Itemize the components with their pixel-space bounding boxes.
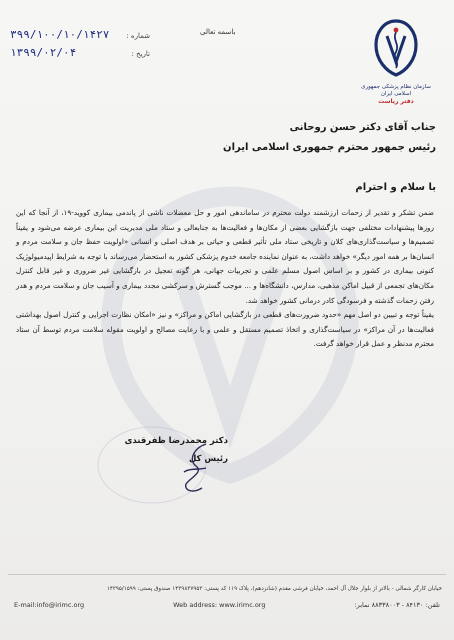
body-paragraph: یقیناً توجه و تبیین دو اصل مهم «حدود ضرورت‌های قطعی در بازگشایی اماکن و مراکز» و نیز «امکان نظارت اجرایی و کنترل اصول بهداشتی فعالیت‌ها در آن مراکز» در سیاست‌گذاری و اتخاذ تصمیم مستقل و علمی و با رعایت مصالح و اولویت مقوله سلامت مردم توسط آن ستاد محترم مدنظر و عمل قرار خواهد گرفت. [16,310,434,349]
footer-email: E-mail:info@irimc.org [14,601,85,609]
handwritten-signature [176,438,216,498]
office-name: دفتر ریاست [378,98,414,106]
letter-footer [0,574,454,613]
letter-number: ۳۹۹/۱۰۰/۱۰/۱۴۲۷ [10,28,110,41]
recipient-title: رئیس جمهور محترم جمهوری اسلامی ایران [223,142,436,153]
recipient-block [223,118,436,158]
footer-contacts [0,597,454,613]
basmala: باسمه تعالی [200,28,236,36]
signatory-name: دکتر محمدرضا ظفرقندی [124,436,228,446]
date-label: تاریخ : [131,50,150,58]
organization-logo [356,18,436,105]
footer-divider [8,574,446,575]
letter-number-row [10,28,150,46]
footer-address: خیابان کارگر شمالی - بالاتر از بلوار جلال آل احمد، خیابان فرشی مقدم (شانزدهم)، پلاک ۱۱۹ کد پستی: ۱۴۳۹۸۳۷۹۵۳ صندوق پستی: ۱۴۳۹۵/۱۵۹۹ [106,586,442,592]
body-paragraph: ضمن تشکر و تقدیر از زحمات ارزشمند دولت محترم در ساماندهی امور و حل معضلات ناشی از پاندمی بیماری کووید-۱۹، از آنجا که این روزها پیشنهادات مختلفی جهت بازگشایی بعضی از مکان‌ها و فعالیت‌ها به جنابعالی و ستاد ملی مدیریت این بیماری عرضه می‌شود و یقیناً تصمیم‌ها و سیاست‌گذاری‌های کلان و تاریخی ستاد ملی تأثیر قطعی و حیاتی بر هدف اصلی و انسانی «اولویت حفظ جان و سلامت مردم و انسان‌ها بر همه امور دیگر» خواهد داشت، به عنوان نماینده جامعه خدوم پزشکی کشور به استحضار می‌رساند با توجه به شرایط اپیدمیولوژیک کنونی بیماری در کشور و بر اساس اصول مسلم علمی و تجربیات جهانی، هر گونه تعجیل در بازگشایی غیر ضروری و غیر قابل کنترل مکان‌های تجمعی از قبیل اماکن مذهبی، مدارس، دانشگاه‌ها و ... موجب گسترش و سرکشی مجدد بیماری و آسیب جان و سلامت مردم و هدر رفتن زحمات گذشته و فرسودگی کادر درمانی کشور خواهد شد. [16,208,434,305]
footer-website: Web address: www.irimc.org [173,601,266,609]
footer-phone: تلفن: ۸۴۱۳۰ - ۸۸۳۳۸۰۰۳ نمابر: [354,601,440,609]
number-label: شماره : [126,32,150,40]
letter-date: ۱۳۹۹/۰۲/۰۴ [10,46,77,59]
signatory-title: رئیس کل [188,454,228,464]
organization-name: سازمان نظام پزشکی جمهوری اسلامی ایران [361,84,431,97]
irimc-emblem-icon [373,18,419,78]
letter-date-row [10,46,150,64]
recipient-name: جناب آقای دکتر حسن روحانی [289,122,436,133]
letter-body [16,206,434,352]
letter-meta [10,28,150,64]
greeting: با سلام و احترام [355,182,436,193]
